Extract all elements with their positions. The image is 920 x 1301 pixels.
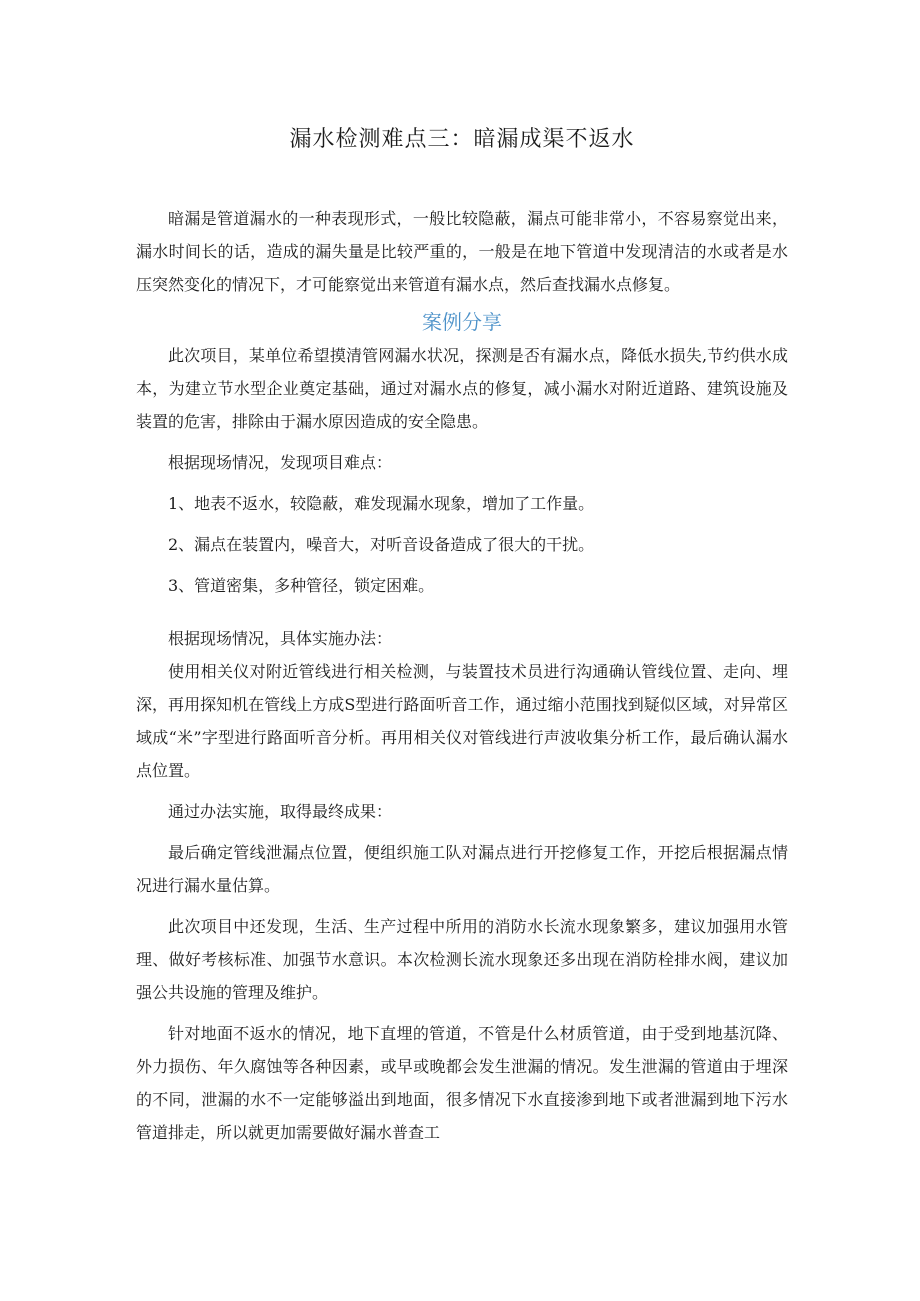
difficulty-item-1: 1、地表不返水，较隐蔽，难发现漏水现象，增加了工作量。 (168, 494, 595, 513)
method-intro: 根据现场情况，具体实施办法： (168, 629, 393, 648)
method-paragraph: 使用相关仪对附近管线进行相关检测，与装置技术员进行沟通确认管线位置、走向、埋深，再用探知机在管线上方成S型进行路面听音工作，通过缩小范围找到疑似区域，对异常区域成“米”字型进行路面听音分析。再用相关仪对管线进行声波收集分析工作，最后确认漏水点位置。 (136, 662, 788, 780)
closing-paragraph: 针对地面不返水的情况，地下直埋的管道，不管是什么材质管道，由于受到地基沉降、外力损伤、年久腐蚀等各种因素，或早或晚都会发生泄漏的情况。发生泄漏的管道由于埋深的不同，泄漏的水不一定能够溢出到地面，很多情况下水直接渗到地下或者泄漏到地下污水管道排走，所以就更加需要做好漏水普查工 (136, 1024, 788, 1142)
result-intro: 通过办法实施，取得最终成果： (168, 802, 393, 821)
case-paragraph: 此次项目，某单位希望摸清管网漏水状况，探测是否有漏水点，降低水损失,节约供水成本，为建立节水型企业奠定基础，通过对漏水点的修复，减小漏水对附近道路、建筑设施及装置的危害，排除由于漏水原因造成的安全隐患。 (136, 346, 788, 431)
difficulty-item-3: 3、管道密集，多种管径，锁定困难。 (168, 576, 435, 595)
difficulty-item-2: 2、漏点在装置内，噪音大，对听音设备造成了很大的干扰。 (168, 535, 595, 554)
case-section-heading: 案例分享 (422, 310, 502, 334)
page-title: 漏水检测难点三：暗漏成渠不返水 (289, 127, 635, 152)
result-paragraph: 最后确定管线泄漏点位置，便组织施工队对漏点进行开挖修复工作，开挖后根据漏点情况进行漏水量估算。 (136, 843, 788, 895)
finding-paragraph: 此次项目中还发现，生活、生产过程中所用的消防水长流水现象繁多，建议加强用水管理、做好考核标准、加强节水意识。本次检测长流水现象还多出现在消防栓排水阀，建议加强公共设施的管理及维护。 (136, 917, 788, 1002)
intro-paragraph: 暗漏是管道漏水的一种表现形式，一般比较隐蔽，漏点可能非常小，不容易察觉出来，漏水时间长的话，造成的漏失量是比较严重的，一般是在地下管道中发现清洁的水或者是水压突然变化的情况下，才可能察觉出来管道有漏水点，然后查找漏水点修复。 (136, 209, 788, 294)
difficulty-intro: 根据现场情况，发现项目难点： (168, 453, 393, 472)
